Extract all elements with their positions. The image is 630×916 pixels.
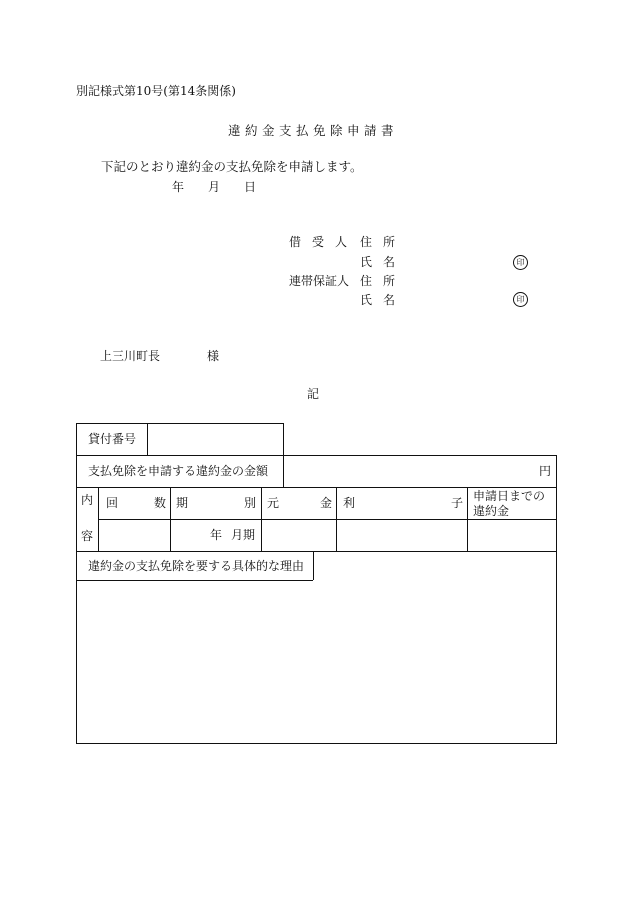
col-gankin-2: 金 [320, 496, 333, 510]
document-title: 違約金支払免除申請書 [228, 123, 399, 138]
naiyo-top: 内 [81, 493, 94, 507]
borrower-seal-icon: 印 [513, 255, 528, 270]
ki-heading: 記 [307, 387, 320, 401]
col-kibetsu-1: 期 [176, 496, 189, 510]
reason-label: 違約金の支払免除を要する具体的な理由 [88, 559, 305, 573]
borrower-label: 借受人 [289, 235, 359, 249]
row-period: 月期 [231, 528, 256, 542]
naiyo-bottom: 容 [81, 529, 94, 543]
intro-text: 下記のとおり違約金の支払免除を申請します。 [101, 159, 363, 174]
col-rishi-2: 子 [451, 496, 464, 510]
col-penalty-line1: 申請日までの [473, 489, 546, 503]
guarantor-address-label: 住所 [360, 274, 407, 288]
loan-number-label: 貸付番号 [88, 432, 137, 446]
col-rishi-1: 利 [343, 496, 356, 510]
amount-label: 支払免除を申請する違約金の金額 [88, 464, 269, 478]
col-penalty-line2: 違約金 [473, 504, 510, 518]
col-kai-2: 数 [154, 496, 167, 510]
col-gankin-1: 元 [267, 496, 280, 510]
guarantor-seal-icon: 印 [513, 292, 528, 307]
addressee-mayor: 上三川町長 [100, 349, 161, 363]
date-month: 月 [208, 180, 221, 194]
borrower-address-label: 住所 [360, 235, 407, 249]
row-year: 年 [210, 528, 223, 542]
date-year: 年 [172, 180, 185, 194]
col-kibetsu-2: 別 [244, 496, 257, 510]
guarantor-name-label: 氏名 [360, 293, 407, 307]
date-day: 日 [244, 180, 257, 194]
addressee-sama: 様 [207, 349, 220, 363]
col-kai-1: 回 [106, 496, 119, 510]
amount-unit: 円 [539, 464, 552, 478]
form-number: 別記様式第10号(第14条関係) [76, 84, 236, 98]
borrower-name-label: 氏名 [360, 255, 407, 269]
guarantor-label: 連帯保証人 [289, 274, 350, 288]
